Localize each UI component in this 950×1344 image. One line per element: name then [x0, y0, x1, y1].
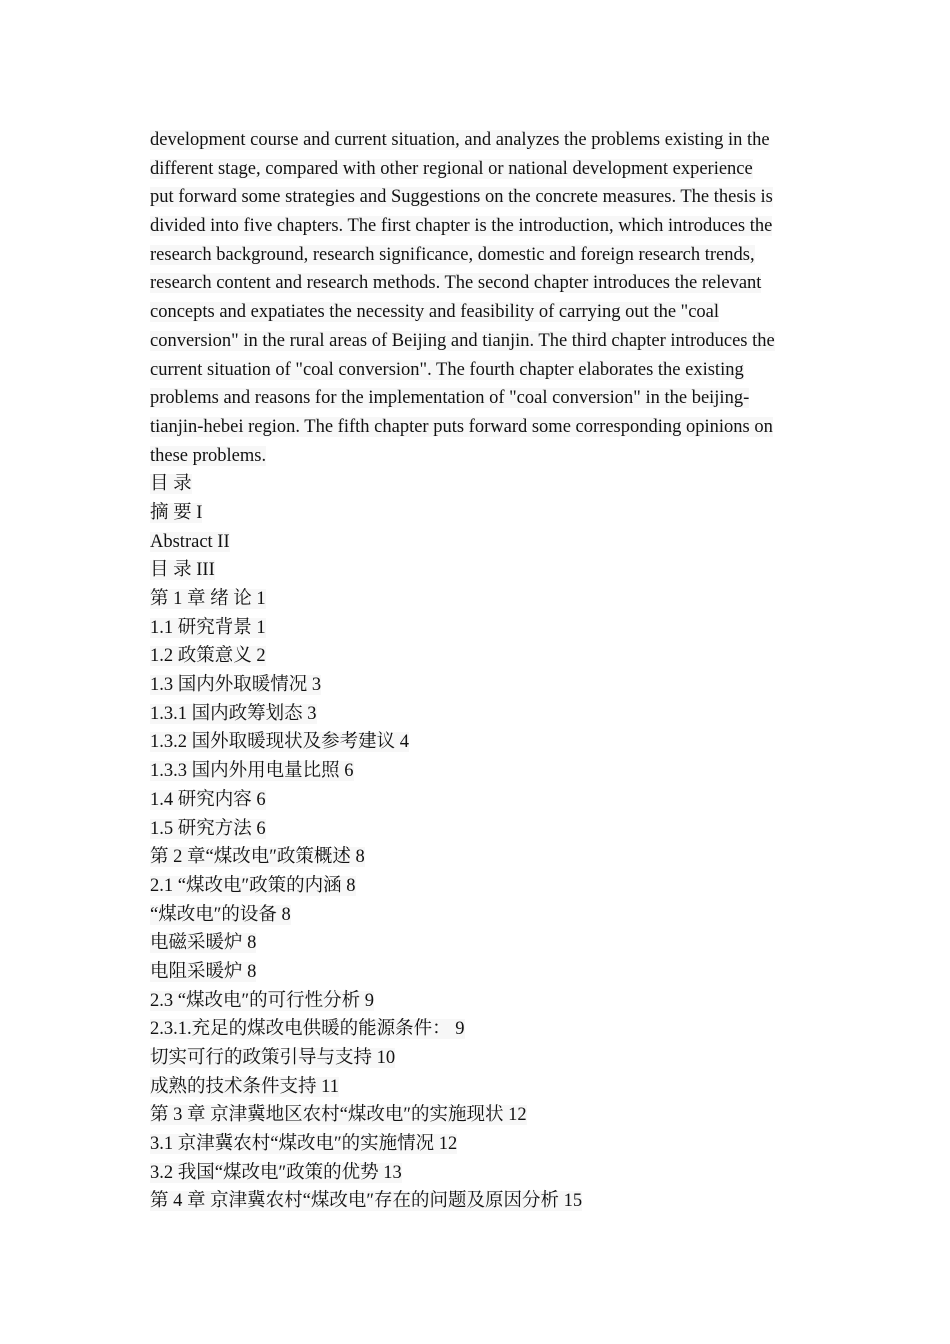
- abstract-line: divided into five chapters. The first chapter is the introduction, which introduces the: [150, 216, 773, 237]
- toc-entry: 1.3 国内外取暖情况 3: [150, 675, 322, 696]
- toc-entry: 3.1 京津冀农村“煤改电″的实施情况 12: [150, 1134, 458, 1155]
- toc-entry: 1.3.1 国内政筹划态 3: [150, 703, 317, 724]
- toc-entry: 第 1 章 绪 论 1: [150, 589, 266, 609]
- document-page: [150, 126, 800, 1216]
- toc-entry: 切实可行的政策引导与支持 10: [150, 1048, 396, 1068]
- toc-entry: 电阻采暖炉 8: [150, 961, 257, 982]
- toc-entry: 目 录 III: [150, 560, 215, 581]
- toc-entry: 1.2 政策意义 2: [150, 646, 266, 667]
- abstract-line: concepts and expatiates the necessity and feasibility of carrying out the "coal: [150, 302, 720, 323]
- toc-entry: 1.4 研究内容 6: [150, 789, 266, 810]
- abstract-line: development course and current situation, and analyzes the problems existing in the: [150, 130, 770, 150]
- toc-entry: 1.3.3 国内外用电量比照 6: [150, 761, 354, 782]
- toc-entry: Abstract II: [150, 531, 230, 552]
- table-of-contents: [150, 470, 800, 1216]
- toc-entry: 电磁采暖炉 8: [150, 933, 257, 954]
- abstract-line: research content and research methods. The second chapter introduces the relevant: [150, 273, 762, 294]
- toc-entry: 2.3.1.充足的煤改电供暖的能源条件： 9: [150, 1019, 465, 1040]
- toc-entry: 第 3 章 京津冀地区农村“煤改电″的实施现状 12: [150, 1105, 527, 1126]
- abstract-line: conversion" in the rural areas of Beijing and tianjin. The third chapter introduces the: [150, 330, 775, 351]
- toc-entry: 第 4 章 京津冀农村“煤改电″存在的问题及原因分析 15: [150, 1191, 583, 1212]
- toc-entry: 3.2 我国“煤改电″政策的优势 13: [150, 1162, 402, 1183]
- toc-entry: 1.5 研究方法 6: [150, 818, 266, 839]
- abstract-line: current situation of "coal conversion". The fourth chapter elaborates the existing: [150, 359, 744, 380]
- toc-entry: 第 2 章“煤改电″政策概述 8: [150, 847, 365, 868]
- toc-entry: 2.1 “煤改电″政策的内涵 8: [150, 875, 356, 896]
- abstract-line: put forward some strategies and Suggestions on the concrete measures. The thesis is: [150, 187, 773, 208]
- abstract-line: problems and reasons for the implementation of "coal conversion" in the beijing-: [150, 388, 750, 409]
- toc-entry: 1.3.2 国外取暖现状及参考建议 4: [150, 732, 410, 753]
- toc-entry: 1.1 研究背景 1: [150, 617, 266, 638]
- toc-heading: 目 录: [150, 474, 192, 495]
- toc-entry: 2.3 “煤改电″的可行性分析 9: [150, 990, 375, 1011]
- toc-entry: 成熟的技术条件支持 11: [150, 1076, 339, 1097]
- toc-entry: “煤改电″的设备 8: [150, 904, 291, 925]
- abstract-line: different stage, compared with other regional or national development experience: [150, 158, 753, 179]
- abstract-line: research background, research significance, domestic and foreign research trends,: [150, 244, 755, 265]
- abstract-paragraph: [150, 126, 800, 470]
- abstract-line: these problems.: [150, 445, 267, 466]
- toc-entry: 摘 要 I: [150, 502, 203, 523]
- abstract-line: tianjin-hebei region. The fifth chapter puts forward some corresponding opinions on: [150, 416, 773, 437]
